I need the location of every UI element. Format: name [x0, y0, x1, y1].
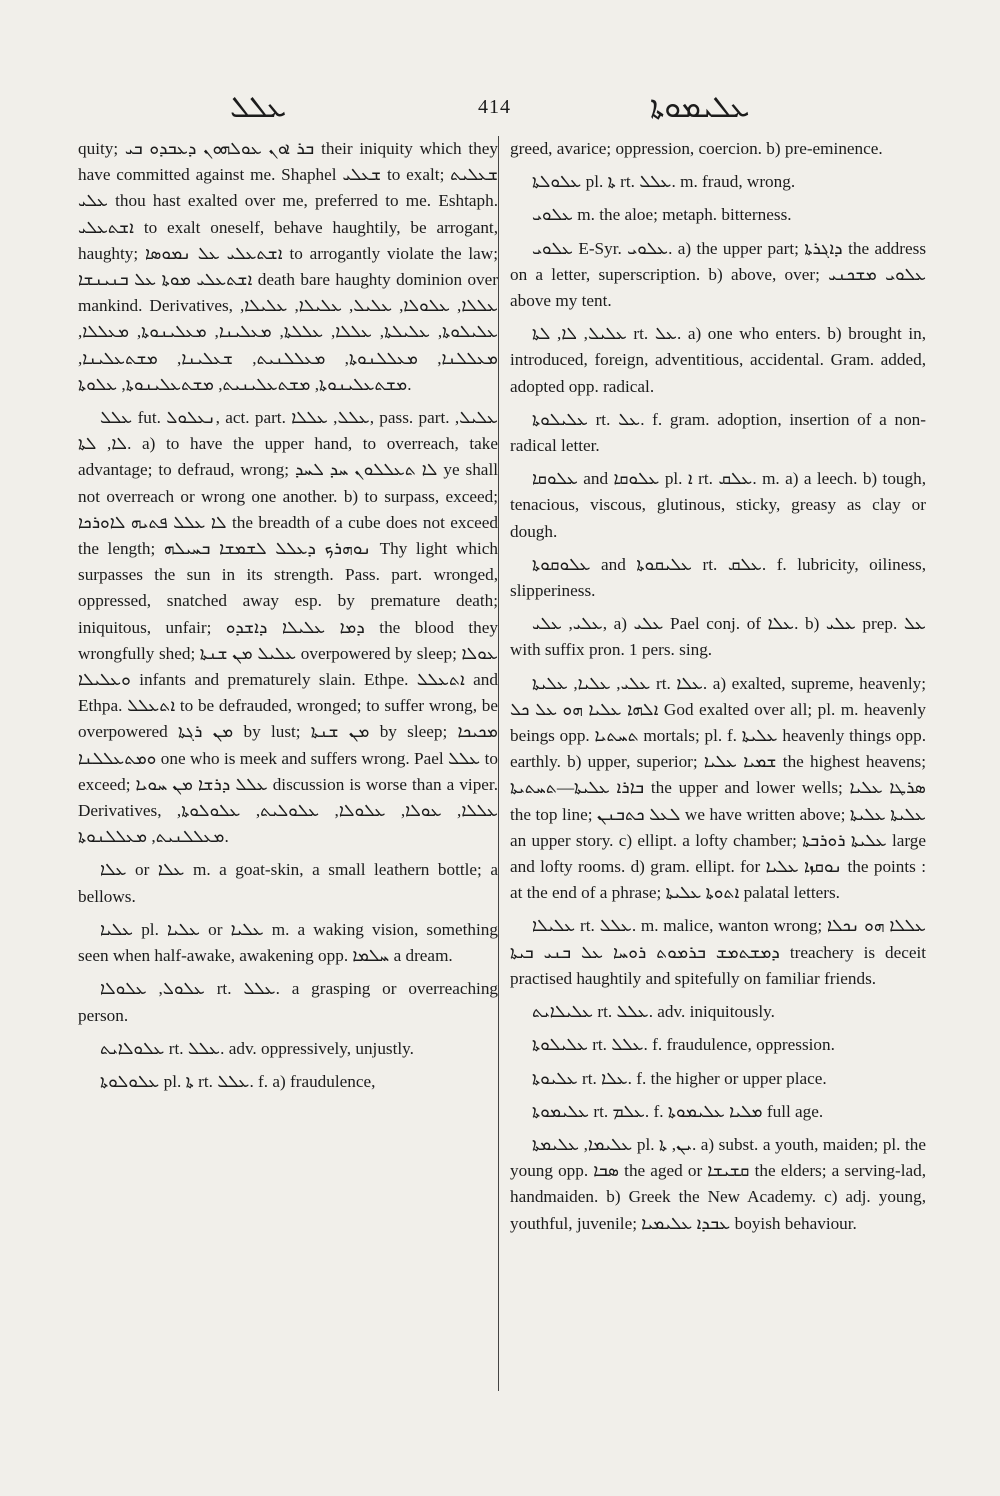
entry: ܥܠܝܠܘܬܐ rt. ܥܠܠ. f. fraudulence, oppression. — [532, 1035, 835, 1055]
entry: ܥܠܠ fut. ܢܥܠܘܠ, act. part. ܥܠܠ, ܥܠܠܐ, pass. part. ܥܠܝܠ, ܠܐ, ܠܬܐ. a) to have the upper hand, to overreach, take advantage; to defraud, wrong; ܠܐ ܬܥܠܠܘܢ ܚܕ ܠܚܕ ye shall not overreach or wrong one another. b) to surpass, exceed; ܠܐ ܥܠܠ ܦܬܝܗ ܠܐܘܪܟܐ the breadth of a cube does not exceed the length; ܢܘܗܪܟ ܕܥܠܠ ܠܫܡܫܐ ܒܚܝܠܗ Thy light which surpasses the sun in its strength. Pass. part. wronged, oppressed, snatched away esp. by premature death; iniquitous, unfair; ܕܡܐ ܥܠܝܠܐ ܕܐܫܕܘ the blood they wrongfully shed; ܥܠܝܠ ܡܢ ܫܢܬܐ overpowered by sleep; ܥܘܠܐ ܘܥܠܝܠܐ infants and prematurely slain. Ethpe. ܐܬܥܠܠ and Ethpa. ܐܬܥܠܠ to be defrauded, wronged; to suffer wrong, be overpowered ܡܢ ܪܓܬܐ by lust; ܡܢ ܫܢܬܐ by sleep; ܡܟܝܟܐ ܘܡܬܥܠܠܢܐ one who is meek and suffers wrong. Pael ܥܠܠ to exceed; ܥܠܠ ܕܪܫܐ ܡܢ ܚܘܝܐ discussion is worse than a viper. Derivatives, ܥܠܠܐ, ܥܘܠܐ, ܥܠܘܠܐ, ܥܠܘܠܝܬ, ܥܠܘܠܘܬܐ, ܡܥܠܠܢܝܬ, ܡܥܠܠܢܘܬܐ. — [78, 408, 499, 847]
entry: ܥܠܝܠܐ rt. ܥܠܠ. m. malice, wanton wrong; ܥܠܠܐ ܗܘ ܢܟܠܐ ܕܡܫܬܡܫ ܒܪܡܘܬ ܪܘܚܐ ܥܠ ܒܢܝ ܒܝܬܐ treachery is deceit practised haughtily and spitefully on familiar friends. — [510, 916, 927, 988]
entry-continuation: quity; ܒܪ ܐܘܢ ܥܘܠܗܘܢ ܕܥܒܕܘ ܒܝ their iniquity which they have committed against me. Shaphel ܫܥܠܝ to exalt; ܫܥܠܝܬ ܥܠܝ thou hast exalted over me, preferred to me. Eshtaph. ܐܫܬܥܠܝ to exalt oneself, behave haughtily, be arrogant, haughty; ܐܫܬܥܠܝ ܥܠ ܢܡܘܣܐ to arrogantly violate the law; ܐܫܬܥܠܝ ܡܘܬܐ ܥܠ ܒܢܝܢܫܐ death bare haughty dominion over mankind. Derivatives, ܥܠܠܐ, ܥܠܘܠܐ, ܥܠܝܠ, ܥܠܝܠܐ, ܥܠܝܠܐ, ܥܠܝܠܘܬܐ, ܥܠܝܠܬܐ, ܥܠܠܐ, ܥܠܠܬܐ, ܡܥܠܝܢܐ, ܡܥܠܝܢܘܬܐ, ܡܥܠܠܐ, ܡܥܠܠܢܐ, ܡܥܠܠܢܘܬܐ, ܡܥܠܠܢܝܬ, ܫܥܠܝܢܐ, ܡܫܬܥܠܝܢܐ, ܡܫܬܥܠܝܢܘܬܐ, ܡܫܬܥܠܝܢܝܬ, ܡܫܬܥܠܝܢܘܬܐ, ܥܠܘܬܐ. — [78, 139, 498, 394]
entry: ܥܠܘܠ, ܥܠܘܠܐ rt. ܥܠܠ. a grasping or overreaching person. — [78, 979, 499, 1025]
entry: ܥܠܝܐ pl. ܥܠܝܐ or ܥܠܝܐ m. a waking vision, something seen when half-awake, awakening opp. ܚܠܡܐ a dream. — [78, 919, 498, 966]
column-divider — [498, 136, 499, 1391]
entry: ܥܠܐ or ܥܠܐ m. a goat-skin, a small leathern bottle; a bellows. — [78, 860, 498, 906]
page-header — [0, 88, 1000, 128]
entry: ܥܠܝܠܐܝܬ rt. ܥܠܠ. adv. iniquitously. — [532, 1002, 775, 1022]
entry: ܥܠܝ, ܥܠܝܐ, ܥܠܝܬܐ rt. ܥܠܐ. a) exalted, supreme, heavenly; ܐܠܗܐ ܥܠܝܐ ܗܘ ܥܠ ܟܠ God exalted over all; pl. m. heavenly beings opp. ܬܚܬܝܐ mortals; pl. f. ܥܠܝܬܐ heavenly things opp. earthly. b) upper, superior; ܫܡܝܐ ܥܠܝܐ the highest heavens; ܒܐܪܐ ܥܠܝܬܐ—ܬܚܬܝܬܐ the upper and lower wells; ܣܪܛܐ ܥܠܝܐ the top line; ܠܥܠ ܟܬܒܢܢ we have written above; ܥܠܝܬܐ ܥܠܝܬܐ an upper story. c) ellipt. a lofty chamber; ܥܠܝܬܐ ܪܘܪܒܬܐ large and lofty rooms. d) gram. ellipt. for ܢܘܩܙܐ ܥܠܝܐ the points : at the end of a phrase; ܐܬܘܬܐ ܥܠܝܬܐ palatal letters. — [510, 673, 926, 903]
entry: ܥܠܝܘܬܐ rt. ܥܠܐ. f. the higher or upper place. — [532, 1068, 827, 1088]
entry: ܥܠܘܠܬܐ pl. ܬܐ rt. ܥܠܠ. m. fraud, wrong. — [532, 172, 796, 192]
left-column — [78, 136, 498, 1102]
running-headword-right: ܥܠܝܡܘܬܐ — [650, 90, 750, 125]
page-number: 414 — [478, 96, 511, 118]
right-column — [510, 136, 926, 1244]
entry: ܥܠܘܩܐ and ܥܠܘܩܐ pl. ܐ rt. ܥܠܩ. m. a) a leech. b) tough, tenacious, viscous, glutinous, sticky, greasy as clay or dough. — [510, 469, 926, 541]
entry: ܥܠܝ, ܥܠܝ, a) ܥܠܝ Pael conj. of ܥܠܐ. b) ܥܠܝ prep. ܥܠ with suffix pron. 1 pers. sing. — [510, 614, 926, 660]
entry: ܥܠܘܩܘܬܐ and ܥܠܝܩܘܬܐ rt. ܥܠܩ. f. lubricity, oiliness, slipperiness. — [510, 554, 926, 601]
entry: ܥܠܘܠܘܬܐ pl. ܬܐ rt. ܥܠܠ. f. a) fraudulence, — [100, 1071, 376, 1091]
entry: ܥܠܝܡܐ, ܥܠܝܡܬܐ pl. ܝܢ, ܬܐ. a) subst. a youth, maiden; pl. the young opp. ܣܒܐ the aged or ܩܫܝܫܐ the elders; a serving-lad, handmaiden. b) Greek the New Academy. c) adj. young, youthful, juvenile; ܥܒܕܐ ܥܠܝܡܝܐ boyish behaviour. — [510, 1134, 927, 1233]
entry: ܥܠܘܝ E-Syr. ܥܠܘܝ. a) the upper part; ܕܐܓܪܬܐ the address on a letter, superscription. b) above, over; ܥܠܘܝ ܡܫܟܢܝ above my tent. — [510, 238, 927, 311]
entry: ܥܠܝܠ, ܠܐ, ܠܬܐ rt. ܥܠ. a) one who enters. b) brought in, introduced, foreign, adventitious, accidental. Gram. added, adopted opp. radical. — [510, 324, 926, 396]
entry: ܥܠܝܡܘܬܐ rt. ܥܠܡ. f. ܡܠܝܐ ܥܠܝܡܘܬܐ full age. — [532, 1101, 824, 1121]
entry: ܥܠܘܝ m. the aloe; metaph. bitterness. — [532, 205, 792, 225]
entry: ܥܠܘܠܐܝܬ rt. ܥܠܠ. adv. oppressively, unjustly. — [100, 1038, 414, 1058]
running-headword-left: ܥܠܠ — [230, 90, 287, 125]
entry: ܥܠܝܠܘܬܐ rt. ܥܠ. f. gram. adoption, insertion of a non-radical letter. — [510, 409, 926, 456]
entry-continuation: greed, avarice; oppression, coercion. b) pre-eminence. — [510, 139, 883, 158]
